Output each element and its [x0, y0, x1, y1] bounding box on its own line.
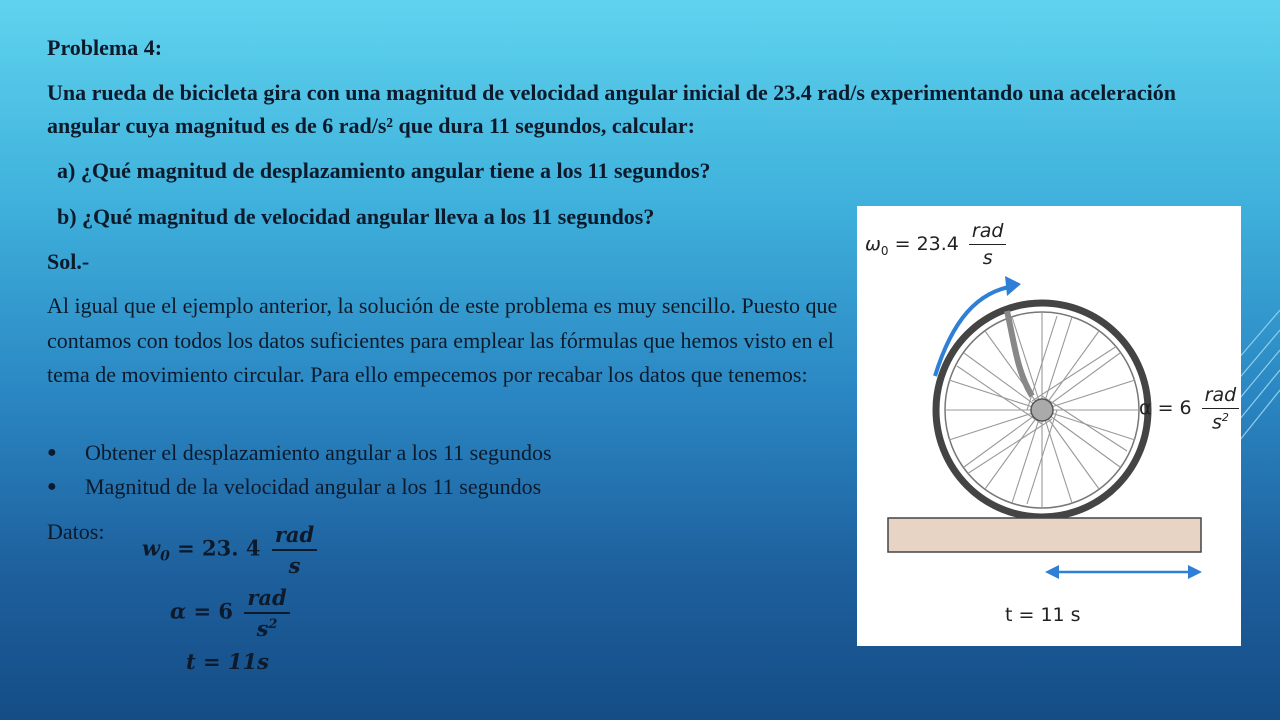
alpha-figure-value: α = 6: [1139, 397, 1192, 420]
alpha-symbol: α: [170, 598, 187, 624]
w0-subscript: 0: [160, 548, 170, 565]
w0-fraction: [272, 522, 317, 578]
w0-value: = 23. 4: [177, 535, 261, 561]
problem-title: Problema 4:: [47, 35, 163, 60]
alpha-fraction: [244, 585, 289, 641]
ground-block: [888, 518, 1201, 552]
alpha-figure-label: [1139, 384, 1239, 433]
datos-label: Datos:: [47, 519, 105, 544]
bullet-text: Magnitud de la velocidad angular a los 11 segundos: [85, 474, 542, 499]
equation-time: t = 11s: [186, 649, 269, 674]
list-item: [47, 436, 552, 470]
list-item: [47, 470, 552, 504]
omega-symbol: ω: [865, 233, 881, 255]
bullet-text: Obtener el desplazamiento angular a los 11 segundos: [85, 440, 552, 465]
bicycle-wheel-figure: [857, 206, 1241, 646]
alpha-figure-numerator: rad: [1202, 384, 1240, 409]
alpha-den-exponent: 2: [268, 617, 278, 632]
alpha-den-base: s: [256, 616, 269, 641]
bullet-icon: ●: [47, 444, 57, 461]
alpha-numerator: rad: [244, 585, 289, 614]
rotation-arrowhead-icon: [1005, 276, 1021, 296]
wheel-icon: [936, 303, 1148, 517]
time-figure-label: t = 11 s: [1005, 604, 1081, 626]
w0-symbol: w: [142, 535, 161, 561]
solution-paragraph: Al igual que el ejemplo anterior, la solución de este problema es muy sencillo. Puesto que contamos con todos los datos suficientes para emplear las fórmulas que hemos visto en el tema de movimiento circular. Para ello empecemos por recabar los datos que tenemos:: [47, 293, 838, 387]
w0-numerator: rad: [272, 522, 317, 551]
omega-subscript: 0: [880, 243, 889, 258]
bullet-icon: ●: [47, 478, 57, 495]
problem-statement: Una rueda de bicicleta gira con una magnitud de velocidad angular inicial de 23.4 rad/s experimentando una aceleración angular cuya magnitud es de 6 rad/s² que dura 11 segundos, calcular:: [47, 80, 1176, 138]
omega-fraction: [969, 220, 1007, 269]
equation-alpha: [170, 585, 290, 641]
omega-label: [865, 220, 1006, 269]
alpha-figure-den-base: s: [1211, 411, 1222, 434]
alpha-figure-denominator: [1202, 409, 1240, 433]
omega-numerator: rad: [969, 220, 1007, 245]
question-a: a) ¿Qué magnitud de desplazamiento angular tiene a los 11 segundos?: [57, 158, 711, 183]
alpha-denominator: [244, 614, 289, 641]
equation-w0: [142, 522, 317, 578]
w0-denominator: s: [288, 553, 301, 578]
bullet-list: [47, 436, 552, 504]
alpha-value: = 6: [193, 598, 234, 624]
omega-denominator: s: [982, 247, 993, 269]
question-b: b) ¿Qué magnitud de velocidad angular lleva a los 11 segundos?: [57, 204, 655, 229]
alpha-figure-den-exponent: 2: [1221, 411, 1229, 424]
omega-value: = 23.4: [894, 233, 959, 255]
alpha-figure-fraction: [1202, 384, 1240, 433]
solution-label: Sol.-: [47, 249, 90, 274]
